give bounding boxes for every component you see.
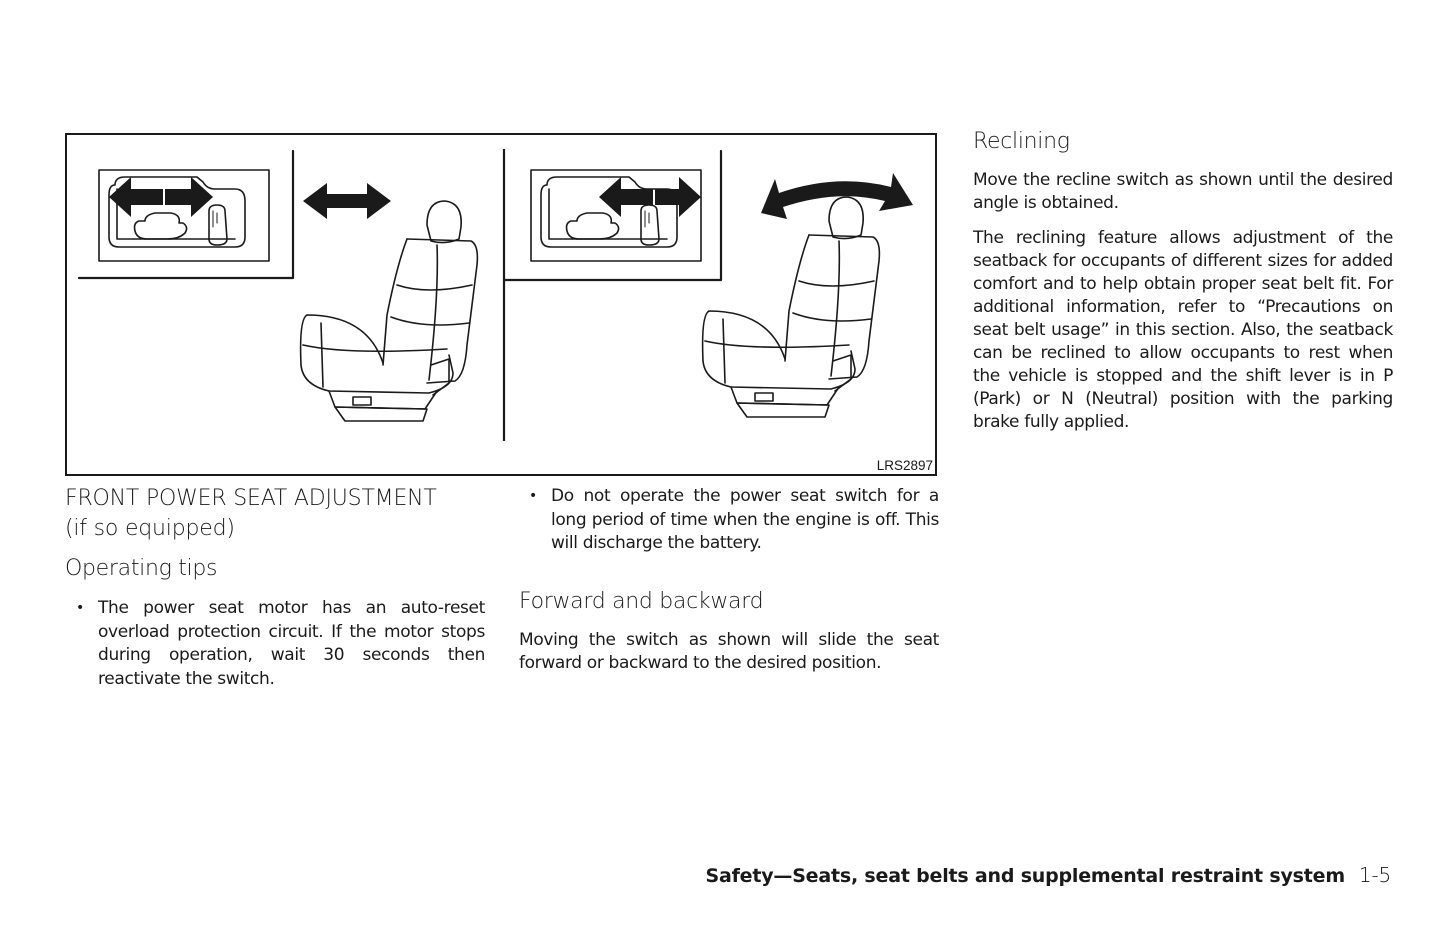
page-number: 1-5 — [1358, 863, 1391, 887]
section-title — [65, 484, 495, 544]
right-switch-arrow-forward — [655, 177, 701, 217]
bullet-dot: • — [529, 488, 537, 504]
left-seat-slide-knob — [135, 213, 187, 239]
subheading-reclining: Reclining — [973, 129, 1070, 154]
right-seat-drawing — [703, 197, 880, 417]
paragraph-forward-backward: Moving the switch as shown will slide the seat forward or backward to the desired position. — [519, 630, 939, 673]
section-title-line2: (if so equipped) — [65, 516, 235, 541]
paragraph-reclining-feature: The reclining feature allows adjustment of the seatback for occupants of different sizes for added comfort and to help obtain proper seat belt fit. For additional information, refer to “Precautions on seat belt usage” in this section. Also, the seatback can be reclined to allow occupants to rest when the vehicle is stopped and the shift lever is in P (Park) or N (Neutral) position with the parking brake fully applied. — [973, 228, 1393, 432]
bullet-dot: • — [76, 600, 84, 616]
page-footer — [705, 860, 1391, 891]
forward-backward-arrow — [303, 183, 391, 219]
bullet-item-battery — [529, 485, 939, 556]
right-seat-slide-knob — [567, 213, 619, 239]
seat-adjustment-illustration — [65, 133, 937, 476]
left-seat-drawing — [301, 201, 478, 421]
subheading-operating-tips: Operating tips — [65, 556, 218, 581]
bullet-text: Do not operate the power seat switch for a long period of time when the engine is off. This will discharge the battery. — [551, 486, 939, 553]
footer-section-title: Safety—Seats, seat belts and supplemental restraint system — [705, 865, 1345, 887]
bullet-item-overload — [76, 597, 485, 691]
bullet-text: The power seat motor has an auto-reset overload protection circuit. If the motor stops during operation, wait 30 seconds then reactivate the switch. — [98, 598, 485, 689]
figure-code: LRS2897 — [876, 458, 933, 473]
subheading-forward-backward: Forward and backward — [519, 589, 764, 614]
section-title-line1: FRONT POWER SEAT ADJUSTMENT — [65, 486, 437, 511]
recline-curved-arrow — [761, 173, 913, 219]
left-switch-arrow-forward — [165, 177, 213, 217]
illustration-drawing — [67, 135, 939, 478]
paragraph-recline-switch: Move the recline switch as shown until the desired angle is obtained. — [973, 170, 1393, 213]
